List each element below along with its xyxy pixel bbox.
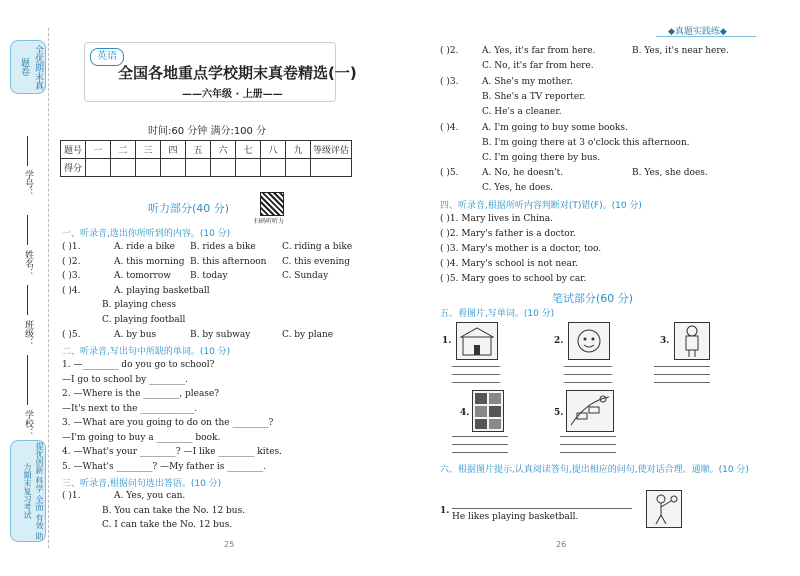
score-header-cell: 五	[186, 141, 211, 159]
s3-opt-b: B. Yes, it's near here.	[632, 46, 729, 56]
s1-opt-c: C. by plane	[282, 330, 334, 340]
section1-heading: 一、听录音,选出你所听到的内容。(10 分)	[62, 229, 231, 239]
s3-opt-b: B. She's a TV reporter.	[482, 92, 586, 102]
s2-line: —I'm going to buy a ________ book.	[62, 433, 221, 443]
class-label: 班级：	[23, 320, 33, 347]
basketball-player-picture	[646, 490, 682, 528]
answer-line[interactable]	[452, 366, 500, 367]
answer-line[interactable]	[654, 366, 710, 367]
items-grid-picture	[472, 390, 504, 432]
s3-num: ( )1.	[62, 491, 81, 501]
pic-number: 1.	[442, 336, 452, 346]
score-header-cell: 等级评估	[311, 141, 352, 159]
answer-line[interactable]	[654, 382, 710, 383]
train-picture	[566, 390, 614, 432]
s3-opt-b: B. Yes, she does.	[632, 168, 708, 178]
listening-heading: 听力部分(40 分)	[148, 202, 230, 215]
score-cell[interactable]	[211, 159, 236, 177]
score-header-row	[61, 141, 352, 159]
section3-heading: 三、听录音,根据问句选出答语。(10 分)	[62, 479, 222, 489]
score-header-cell: 一	[86, 141, 111, 159]
score-cell[interactable]	[261, 159, 286, 177]
answer-line[interactable]	[564, 366, 612, 367]
s2-line: —I go to school by ________.	[62, 375, 188, 385]
s4-item: ( )2. Mary's father is a doctor.	[440, 229, 576, 239]
section4-heading: 四、听录音,根据所听内容判断对(T)错(F)。(10 分)	[440, 201, 642, 211]
answer-line[interactable]	[560, 436, 616, 437]
s3-num: ( )2.	[440, 46, 459, 56]
s1-opt-a: A. by bus	[114, 330, 157, 340]
page-subtitle: ——六年级 · 上册——	[182, 89, 283, 100]
score-header-cell: 题号	[61, 141, 86, 159]
answer-line[interactable]	[564, 382, 612, 383]
s2-line: 3. —What are you going to do on the ________?	[62, 418, 274, 428]
score-header-cell: 八	[261, 141, 286, 159]
s1-opt-b: B. today	[190, 271, 228, 281]
page-title: 全国各地重点学校期末真卷精选(一)	[118, 64, 357, 82]
s3-opt-b: B. I'm going there at 3 o'clock this afternoon.	[482, 138, 690, 148]
s1-num: ( )1.	[62, 242, 81, 252]
s3-opt-c: C. No, it's far from here.	[482, 61, 594, 71]
s2-line: 2. —Where is the ________, please?	[62, 389, 220, 399]
score-cell[interactable]	[286, 159, 311, 177]
s3-num: ( )5.	[440, 168, 459, 178]
score-header-cell: 六	[211, 141, 236, 159]
left-sidebar	[10, 40, 44, 540]
s3-num: ( )4.	[440, 123, 459, 133]
score-table	[60, 140, 352, 177]
s1-num: ( )3.	[62, 271, 81, 281]
name-line	[27, 215, 28, 245]
student-id-line	[27, 136, 28, 166]
pic-number: 3.	[660, 336, 670, 346]
s1-num: ( )2.	[62, 257, 81, 267]
answer-line[interactable]	[654, 374, 710, 375]
score-cell[interactable]	[236, 159, 261, 177]
answer-line[interactable]	[452, 374, 500, 375]
s1-opt-b: B. this afternoon	[190, 257, 267, 267]
section2-heading: 二、听录音,写出句中所缺的单词。(10 分)	[62, 347, 231, 357]
s2-line: 4. —What's your ________? —I like ________ kites.	[62, 447, 283, 457]
score-cell[interactable]	[161, 159, 186, 177]
s3-opt-c: C. Yes, he does.	[482, 183, 554, 193]
s1-opt-c: C. riding a bike	[282, 242, 353, 252]
score-header-cell: 九	[286, 141, 311, 159]
s3-num: ( )3.	[440, 77, 459, 87]
girl-face-picture	[568, 322, 610, 360]
score-cell[interactable]	[136, 159, 161, 177]
pic-number: 4.	[460, 408, 470, 418]
s2-line: —It's next to the ____________.	[62, 404, 198, 414]
subject-badge: 英语	[90, 48, 124, 66]
answer-line[interactable]	[560, 444, 616, 445]
page-number-left: 25	[224, 540, 235, 549]
s1-opt-a: A. this morning	[114, 257, 185, 267]
name-label: 姓名：	[23, 250, 33, 277]
s4-item: ( )3. Mary's mother is a doctor, too.	[440, 244, 602, 254]
binding-line	[48, 28, 49, 548]
s3-opt-c: C. He's a cleaner.	[482, 107, 562, 117]
s2-line: 1. —________ do you go to school?	[62, 360, 215, 370]
page-number-right: 26	[556, 540, 567, 549]
s3-opt-a: A. I'm going to buy some books.	[482, 123, 628, 133]
score-cell[interactable]	[111, 159, 136, 177]
s3-opt-c: C. I'm going there by bus.	[482, 153, 601, 163]
man-picture	[674, 322, 710, 360]
class-line	[27, 285, 28, 315]
score-header-cell: 三	[136, 141, 161, 159]
score-row-label: 得分	[61, 159, 86, 177]
answer-line[interactable]	[564, 374, 612, 375]
answer-line[interactable]	[452, 436, 508, 437]
s3-opt-b: B. You can take the No. 12 bus.	[102, 506, 246, 516]
score-cell[interactable]	[86, 159, 111, 177]
score-cell[interactable]	[311, 159, 352, 177]
s1-opt-b: B. by subway	[190, 330, 251, 340]
s1-opt-b: B. playing chess	[102, 300, 177, 310]
score-cell[interactable]	[186, 159, 211, 177]
time-score-line: 时间:60 分钟 满分:100 分	[148, 126, 267, 137]
question-answer-line[interactable]	[452, 508, 632, 509]
score-header-cell: 七	[236, 141, 261, 159]
sidebar-bottom-label: 提优创新 科学 全面 有效 助力期末复习考试	[10, 440, 46, 542]
pic-number: 5.	[554, 408, 564, 418]
written-heading: 笔试部分(60 分)	[552, 292, 634, 305]
answer-line[interactable]	[560, 452, 616, 453]
qr-code-icon[interactable]	[260, 192, 284, 216]
s1-opt-b: B. rides a bike	[190, 242, 256, 252]
s3-opt-a: A. Yes, you can.	[114, 491, 186, 501]
qr-label: 扫码听听力	[254, 218, 285, 225]
score-header-cell: 二	[111, 141, 136, 159]
s3-opt-a: A. Yes, it's far from here.	[482, 46, 596, 56]
answer-line[interactable]	[452, 444, 508, 445]
s1-num: ( )5.	[62, 330, 81, 340]
school-label: 学校：	[23, 410, 33, 437]
s4-item: ( )1. Mary lives in China.	[440, 214, 553, 224]
answer-line[interactable]	[452, 382, 500, 383]
s1-opt-c: C. this evening	[282, 257, 351, 267]
s4-item: ( )4. Mary's school is not near.	[440, 259, 578, 269]
s1-opt-c: C. Sunday	[282, 271, 329, 281]
sidebar-top-label: 全优期末真题卷	[10, 40, 46, 94]
s3-opt-a: A. No, he doesn't.	[482, 168, 564, 178]
s3-opt-a: A. She's my mother.	[482, 77, 573, 87]
score-row	[61, 159, 352, 177]
pic-number: 2.	[554, 336, 564, 346]
s1-opt-c: C. playing football	[102, 315, 186, 325]
s1-opt-a: A. ride a bike	[114, 242, 175, 252]
s3-opt-c: C. I can take the No. 12 bus.	[102, 520, 233, 530]
score-header-cell: 四	[161, 141, 186, 159]
school-building-picture	[456, 322, 498, 360]
corner-badge-underline	[656, 36, 756, 37]
s1-opt-a: A. tomorrow	[114, 271, 171, 281]
q-number: 1.	[440, 506, 450, 516]
section5-heading: 五、看图片,写单词。(10 分)	[440, 309, 555, 319]
s4-item: ( )5. Mary goes to school by car.	[440, 274, 587, 284]
s1-opt-a: A. playing basketball	[114, 286, 210, 296]
answer-sentence: He likes playing basketball.	[452, 512, 579, 522]
answer-line[interactable]	[452, 452, 508, 453]
s1-num: ( )4.	[62, 286, 81, 296]
corner-badge: ◆真题实践练◆	[668, 27, 727, 37]
s2-line: 5. —What's ________? —My father is ________.	[62, 462, 267, 472]
section6-heading: 六、根据图片提示,认真阅读答句,提出相应的问句,使对话合理、通顺。(10 分)	[440, 465, 749, 475]
student-id-label: 学号：	[23, 170, 33, 197]
school-line	[27, 355, 28, 405]
